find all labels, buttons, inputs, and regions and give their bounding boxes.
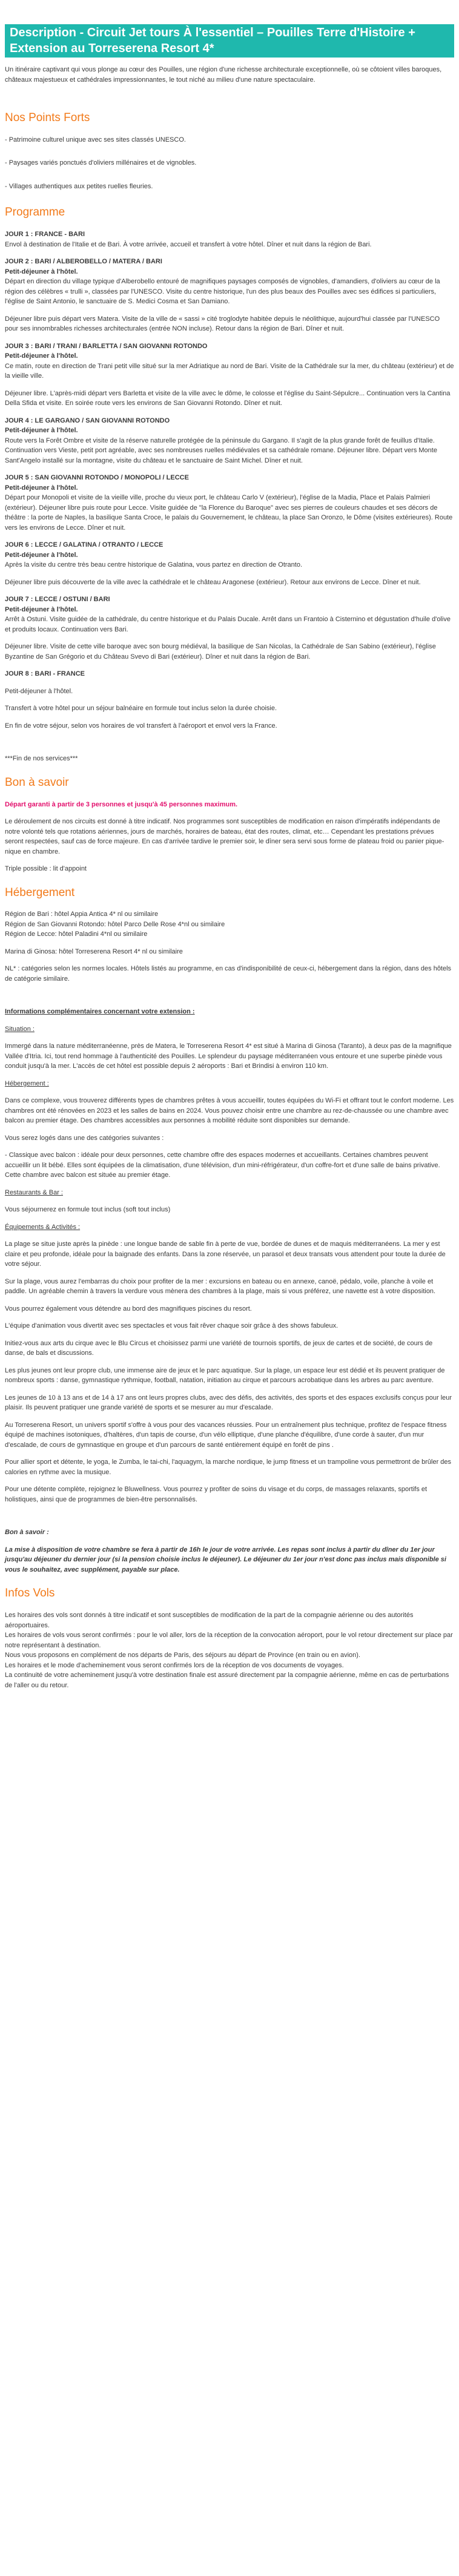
day-title: JOUR 2 : BARI / ALBEROBELLO / MATERA / BARI [5, 258, 162, 266]
extension-hebergement-label: Hébergement : [5, 1079, 49, 1087]
day-block [5, 229, 454, 249]
equipements-paragraph: Les plus jeunes ont leur propre club, une immense aire de jeux et le parc aquatique. Sur la plage, un espace leur est dédié et ils peuvent pratiquer de nombreux sports : danse, gymnastique rythmique, football, natation, initiation au cirque et parcours acrobatique dans les arbres au parc aventure. [5, 1366, 445, 1385]
equipements-paragraph: Initiez-vous aux arts du cirque avec le Blu Circus et choisissez parmi une variété de tournois sportifs, de jeux de cartes et de société, de cours de danse, de bals et discussions. [5, 1339, 433, 1357]
day-block [5, 257, 454, 334]
day-title: JOUR 5 : SAN GIOVANNI ROTONDO / MONOPOLI / LECCE [5, 474, 189, 482]
bon-a-savoir-heading: Bon à savoir [5, 776, 69, 789]
equipements-paragraph: La plage se situe juste après la pinède : une longue bande de sable fin à perte de vue, bordée de dunes et de maquis méditerranéens. La mer y est claire et peu profonde, idéale pour la baignade des enfants. Dans la zone réservée, un parasol et deux transats vous attendent pour toute la durée de votre séjour. [5, 1240, 446, 1268]
infos-vols-line: Nous vous proposons en complément de nos départs de Paris, des séjours au départ de Province (en train ou en avion). [5, 1652, 361, 1659]
day-block [5, 595, 454, 662]
day-breakfast: Petit-déjeuner à l'hôtel. [5, 551, 78, 559]
infos-vols-heading: Infos Vols [5, 1587, 55, 1600]
extension-bon-label: Bon à savoir : [5, 1529, 49, 1537]
day-block [5, 540, 454, 587]
extension-heading: Informations complémentaires concernant votre extension : [5, 1008, 195, 1016]
day-paragraph: Déjeuner libre. Visite de cette ville baroque avec son bourg médiéval, la basilique de San Nicolas, la Cathédrale de San Sabino (extérieur), l'église Byzantine de San Grégorio et du Château Svevo di Bari (extérieur). Dîner et nuit dans la région de Bari. [5, 643, 436, 660]
point-fort-item: - Paysages variés ponctués d'oliviers millénaires et de vignobles. [5, 159, 197, 167]
day-title: JOUR 7 : LECCE / OSTUNI / BARI [5, 596, 110, 604]
equipements-paragraph: Les jeunes de 10 à 13 ans et de 14 à 17 ans ont leurs propres clubs, avec des défis, des activités, des sports et des espaces exclusifs conçus pour leur plaisir. Ils peuvent pratiquer une grande variété de sports et se mesurer au mur d'escalade. [5, 1394, 452, 1412]
day-block [5, 341, 454, 409]
hebergement-heading: Hébergement [5, 886, 75, 899]
situation-text: Immergé dans la nature méditerranéenne, près de Matera, le Torreserena Resort 4* est situé à Marina di Ginosa (Taranto), à deux pas de la magnifique Vallée d'Itria. Ici, tout rend hommage à l'authenticité des Pouilles. Le splendeur du paysage méditerranéen vous entoure et une superbe pinède vous conduit jusqu'à la mer. L'accès de cet hôtel est possible depuis 2 aéroports : Bari et Brindisi à environ 110 km. [5, 1043, 452, 1070]
day-paragraph: Arrêt à Ostuni. Visite guidée de la cathédrale, du centre historique et du Palais Ducale. Arrêt dans un Frantoio à Cisternino et dégustation d'huile d'olive et produits locaux. Continuation vers Bari. [5, 616, 451, 633]
hotel-notes: NL* : catégories selon les normes locales. Hôtels listés au programme, en cas d'indisponibilité de ceux-ci, hébergement dans la région, dans des hôtels de catégorie similaire. [5, 965, 452, 983]
infos-vols-line: Les horaires de vols vous seront confirmés : pour le vol aller, lors de la réception de la convocation aéroport, pour le vol retour directement sur place par notre représentant à destination. [5, 1632, 453, 1649]
day-title: JOUR 1 : FRANCE - BARI [5, 231, 85, 239]
situation-label: Situation : [5, 1025, 35, 1033]
equipements-label: Équipements & Activités : [5, 1223, 81, 1231]
day-paragraph: Départ en direction du village typique d'Alberobello entouré de magnifiques paysages composés de vignobles, d'amandiers, d'oliviers au cœur de la région des célèbres « trulli », classées par l'UNESCO. Visite du centre historique, l'un des plus beaux des Pouilles avec ses édifices si particuliers, l'église de Saint Antonio, le sanctuaire de S. Medici Cosma et San Damiano. [5, 278, 440, 306]
day-breakfast: Petit-déjeuner à l'hôtel. [5, 484, 78, 492]
day-breakfast: Petit-déjeuner à l'hôtel. [5, 605, 78, 613]
day-paragraph: Petit-déjeuner à l'hôtel. [5, 687, 73, 695]
equipements-paragraph: Pour allier sport et détente, le yoga, le Zumba, le tai-chi, l'aquagym, la marche nordique, le jump fitness et un trampoline vous permettront de brûler des calories en rythme avec la musique. [5, 1458, 452, 1476]
point-fort-item: - Villages authentiques aux petites ruelles fleuries. [5, 182, 153, 190]
point-fort-item: - Patrimoine culturel unique avec ses sites classés UNESCO. [5, 136, 186, 143]
day-breakfast: Petit-déjeuner à l'hôtel. [5, 268, 78, 275]
infos-vols-line: Les horaires et le mode d'acheminement vous seront confirmés lors de la réception de vos documents de voyages. [5, 1661, 344, 1669]
day-title: JOUR 6 : LECCE / GALATINA / OTRANTO / LECCE [5, 541, 163, 549]
day-paragraph: Route vers la Forêt Ombre et visite de la réserve naturelle protégée de la péninsule du Gargano. Il s'agit de la plus grande forêt de feuillus d'Italie. Continuation vers Vieste, petit port agréable, avec ses nombreuses ruelles médiévales et sa cathédrale romane. Déjeuner libre. Départ vers Monte Sant'Angelo installé sur la montagne, visite du château et le sanctuaire de Saint Michel. Dîner et nuit. [5, 436, 437, 464]
points-forts-heading: Nos Points Forts [5, 111, 90, 125]
extension-bon-text: La mise à disposition de votre chambre se fera à partir de 16h le jour de votre arrivée. Les repas sont inclus à partir du dîner du 1er jour jusqu'au déjeuner du dernier jour (si la pension choisie inclus le déjeuner). Le déjeuner du 1er jour n'est donc pas inclus mais disponible si vous le souhaitez, avec supplément, payable sur place. [5, 1546, 446, 1573]
day-paragraph: Après la visite du centre très beau centre historique de Galatina, vous partez en direction de Otranto. [5, 561, 302, 569]
equipements-paragraph: L'équipe d'animation vous divertit avec ses spectacles et vous fait rêver chaque soir grâce à des shows fabuleux. [5, 1322, 338, 1330]
day-paragraph: Ce matin, route en direction de Trani petit ville situé sur la mer Adriatique au nord de Bari. Visite de la Cathédrale sur la mer, du château (extérieur) et de la vieille ville. [5, 362, 454, 380]
extension-hebergement-paragraph: - Classique avec balcon : idéale pour deux personnes, cette chambre offre des espaces modernes et accueillants. Certaines chambres peuvent accueillir un lit bébé. Elles sont équipées de la climatisation, d'une télévision, d'un mini-réfrigérateur, d'un coffre-fort et d'une salle de bains privative. Cette chambre avec balcon est située au premier étage. [5, 1151, 440, 1179]
day-paragraph: Envol à destination de l'Italie et de Bari. À votre arrivée, accueil et transfert à votre hôtel. Dîner et nuit dans la région de Bari. [5, 240, 372, 248]
day-breakfast: Petit-déjeuner à l'hôtel. [5, 427, 78, 435]
equipements-paragraph: Vous pourrez également vous détendre au bord des magnifiques piscines du resort. [5, 1305, 252, 1313]
day-title: JOUR 3 : BARI / TRANI / BARLETTA / SAN GIOVANNI ROTONDO [5, 342, 208, 350]
day-paragraph: Déjeuner libre. L'après-midi départ vers Barletta et visite de la ville avec le dôme, le colosse et l'église du Saint-Sépulcre... Continuation vers la Cantina Della Sfida et visite. En soirée route vers les environs de San Giovanni Rotondo. Dîner et nuit. [5, 389, 451, 407]
restaurants-text: Vous séjournerez en formule tout inclus (soft tout inclus) [5, 1206, 171, 1214]
guarantee-text: Départ garanti à partir de 3 personnes et jusqu'à 45 personnes maximum. [5, 800, 238, 808]
day-block [5, 669, 454, 731]
bon-a-savoir-paragraph: Triple possible : lit d'appoint [5, 865, 87, 873]
day-paragraph: Déjeuner libre puis départ vers Matera. Visite de la ville de « sassi » cité troglodyte habitée depuis le néolithique, aujourd'hui classée par l'UNESCO pour ses innombrables richesses architecturales (entrée NON incluse). Retour dans la région de Bari. Dîner et nuit. [5, 315, 440, 333]
day-title: JOUR 8 : BARI - FRANCE [5, 670, 85, 678]
hotel-extension-line: Marina di Ginosa: hôtel Torreserena Resort 4* nl ou similaire [5, 947, 183, 955]
day-paragraph: Déjeuner libre puis découverte de la ville avec la cathédrale et le château Aragonese (extérieur). Retour aux environs de Lecce. Dîner et nuit. [5, 578, 421, 586]
bon-a-savoir-paragraph: Le déroulement de nos circuits est donné à titre indicatif. Nos programmes sont susceptibles de modification en raison d'impératifs indépendants de notre volonté tels que rotations aériennes, jours de marchés, horaires de bateau, état des routes, climat, etc… Cependant les prestations prévues seront respectées, sauf cas de force majeure. En cas d'arrivée tardive le premier soir, le dîner sera servi sous forme de plateau froid ou panier pique-nique en chambre. [5, 818, 444, 855]
day-paragraph: Départ pour Monopoli et visite de la vieille ville, proche du vieux port, le château Carlo V (extérieur), l'église de la Madia, Place et Palais Palmieri (extérieur). Déjeuner libre puis route pour Lecce. Visite guidée de "la Florence du Baroque" avec ses pierres de couleurs chaudes et ses décors de théâtre : la porte de Naples, la basilique Santa Croce, le palais du Gouvernement, le château, la place San Oronzo, le Dôme (visites extérieures). Route vers les environs de Lecce. Dîner et nuit. [5, 494, 453, 532]
equipements-paragraph: Au Torreserena Resort, un univers sportif s'offre à vous pour des vacances réussies. Pour un entraînement plus technique, profitez de l'espace fitness équipé de machines isotoniques, d'haltères, d'un tapis de course, d'un vélo elliptique, d'une planche d'équilibre, d'une corde à sauter, d'un mur d'escalade, de cours de gymnastique en groupe et d'un parcours de santé entièrement équipé en forêt de pins . [5, 1421, 447, 1449]
day-title: JOUR 4 : LE GARGANO / SAN GIOVANNI ROTONDO [5, 417, 170, 424]
page-title: Description - Circuit Jet tours À l'essentiel – Pouilles Terre d'Histoire + Extension au Torreserena Resort 4* [5, 24, 454, 58]
hotel-line: Région de San Giovanni Rotondo: hôtel Parco Delle Rose 4*nl ou similaire [5, 920, 225, 928]
extension-hebergement-paragraph: Dans ce complexe, vous trouverez différents types de chambres prêtes à vous accueillir, toutes équipées du Wi-Fi et offrant tout le confort moderne. Les chambres ont été rénovées en 2023 et les salles de bains en 2024. Vous pouvez choisir entre une chambre au rez-de-chaussée ou une chambre avec balcon au premier étage. Des chambres accessibles aux personnes à mobilité réduite sont disponibles sur demande. [5, 1097, 454, 1125]
day-paragraph: Transfert à votre hôtel pour un séjour balnéaire en formule tout inclus selon la durée choisie. [5, 705, 277, 713]
restaurants-label: Restaurants & Bar : [5, 1188, 63, 1196]
equipements-paragraph: Pour une détente complète, rejoignez le Bluwellness. Vous pourrez y profiter de soins du visage et du corps, de massages relaxants, sportifs et holistiques, ainsi que de programmes de bien-être personnalisés. [5, 1486, 428, 1503]
day-block [5, 473, 454, 533]
hotel-line: Région de Lecce: hôtel Paladini 4*nl ou similaire [5, 931, 148, 938]
day-breakfast: Petit-déjeuner à l'hôtel. [5, 352, 78, 360]
intro-text: Un itinéraire captivant qui vous plonge au cœur des Pouilles, une région d'une richesse architecturale exceptionnelle, où se côtoient villes baroques, châteaux majestueux et cathédrales impressionnantes, le tout niché au milieu d'une nature spectaculaire. [5, 66, 442, 84]
programme-heading: Programme [5, 206, 65, 219]
hotel-line: Région de Bari : hôtel Appia Antica 4* nl ou similaire [5, 911, 159, 918]
equipements-paragraph: Sur la plage, vous aurez l'embarras du choix pour profiter de la mer : excursions en bateau ou en annexe, canoë, pédalo, voile, planche à voile et paddle. Un agréable chemin à travers la verdure vous mènera des chambres à la plage, mais si vous préférez, une navette est à votre disposition. [5, 1277, 436, 1296]
infos-vols-line: La continuité de votre acheminement jusqu'à votre destination finale est assuré directement par la compagnie aérienne, même en cas de perturbations de l'aller ou du retour. [5, 1672, 449, 1689]
infos-vols-line: Les horaires des vols sont donnés à titre indicatif et sont susceptibles de modification de la part de la compagnie aérienne ou des autorités aéroportuaires. [5, 1612, 414, 1629]
day-paragraph: En fin de votre séjour, selon vos horaires de vol transfert à l'aéroport et envol vers la France. [5, 722, 277, 730]
extension-hebergement-paragraph: Vous serez logés dans une des catégories suivantes : [5, 1134, 164, 1142]
end-of-services-note: ***Fin de nos services*** [5, 755, 78, 763]
day-block [5, 416, 454, 466]
